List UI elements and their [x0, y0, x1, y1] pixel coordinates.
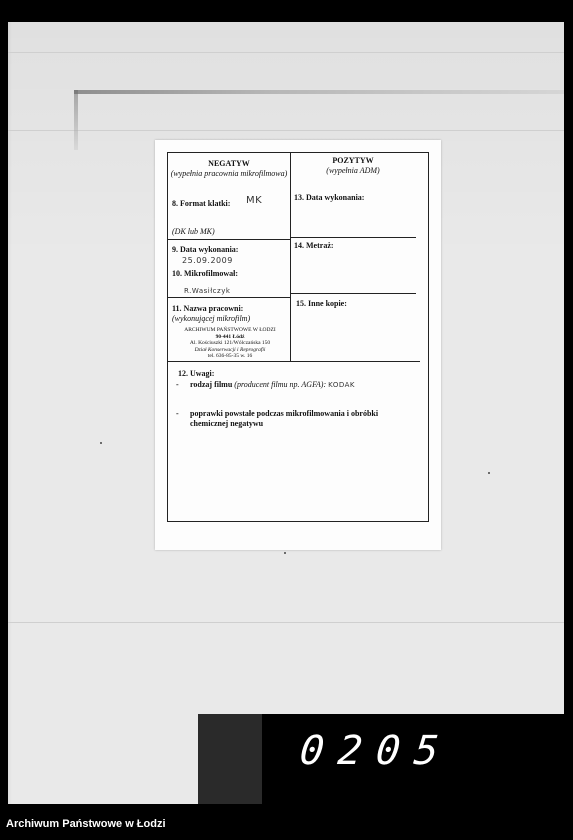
- field-9-value: 25.09.2009: [182, 256, 233, 265]
- field-8-hint: (DK lub MK): [172, 227, 215, 236]
- scan-speck: [488, 472, 490, 474]
- field-15-label: 15. Inne kopie:: [296, 299, 347, 308]
- archive-stamp: [168, 327, 292, 360]
- row-divider: [290, 293, 416, 294]
- film-frame-right: [564, 22, 573, 804]
- film-type-value: KODAK: [328, 381, 356, 389]
- film-type-hint: (producent filmu np. AGFA):: [234, 380, 327, 389]
- scan-shadow: [74, 90, 564, 94]
- bullet: -: [176, 409, 179, 418]
- row-divider: [168, 361, 420, 362]
- microfilm-form-sheet: [155, 140, 441, 550]
- negatyw-title: NEGATYW: [208, 159, 250, 168]
- film-frame-top: [0, 0, 573, 22]
- archive-footer-label: Archiwum Państwowe w Łodzi: [6, 818, 166, 830]
- field-8-value: MK: [246, 195, 263, 206]
- field-12-item-2-line-2: chemicznej negatywu: [190, 419, 264, 428]
- scan-shadow: [74, 90, 78, 150]
- field-10-value: R.Wasiłczyk: [184, 287, 231, 295]
- stamp-line: Al. Kościuszki 121/Wólczańska 150: [189, 340, 271, 346]
- scan-speck: [100, 442, 102, 444]
- film-type-label: rodzaj filmu: [190, 380, 233, 389]
- scan-speck: [284, 552, 286, 554]
- scan-line: [8, 52, 564, 53]
- stamp-line: tel. 636-85-35 w. 16: [207, 353, 253, 359]
- row-divider: [290, 237, 416, 238]
- field-12-item-1: [190, 380, 355, 390]
- stamp-line: 90-441 Łódź: [215, 333, 245, 340]
- field-11-label: 11. Nazwa pracowni:: [172, 304, 244, 313]
- bullet: -: [176, 380, 179, 389]
- field-14-label: 14. Metraż:: [294, 241, 334, 250]
- field-12-item-2-line-1: poprawki powstałe podczas mikrofilmowania i obróbki: [190, 409, 379, 418]
- pozytyw-title: POZYTYW: [332, 156, 374, 165]
- row-divider: [168, 239, 290, 240]
- field-13-label: 13. Data wykonania:: [294, 193, 365, 202]
- row-divider: [168, 297, 290, 298]
- scan-line: [8, 130, 564, 131]
- stamp-line: Dział Konserwacji i Reprografii: [194, 346, 266, 353]
- counter-shadow: [198, 714, 262, 804]
- form-table: [167, 152, 429, 522]
- field-11-subtitle: (wykonującej mikrofilm): [172, 314, 251, 323]
- field-8-label: 8. Format klatki:: [172, 199, 231, 208]
- field-9-label: 9. Data wykonania:: [172, 245, 239, 254]
- field-12-label: 12. Uwagi:: [178, 369, 215, 378]
- negatyw-subtitle: (wypełnia pracownia mikrofilmowa): [170, 169, 288, 178]
- stamp-line: ARCHIWUM PAŃSTWOWE W ŁODZI: [184, 327, 276, 333]
- pozytyw-subtitle: (wypełnia ADM): [326, 166, 380, 175]
- frame-counter: 0205: [297, 728, 455, 774]
- field-10-label: 10. Mikrofilmował:: [172, 269, 239, 278]
- scan-line: [8, 622, 564, 623]
